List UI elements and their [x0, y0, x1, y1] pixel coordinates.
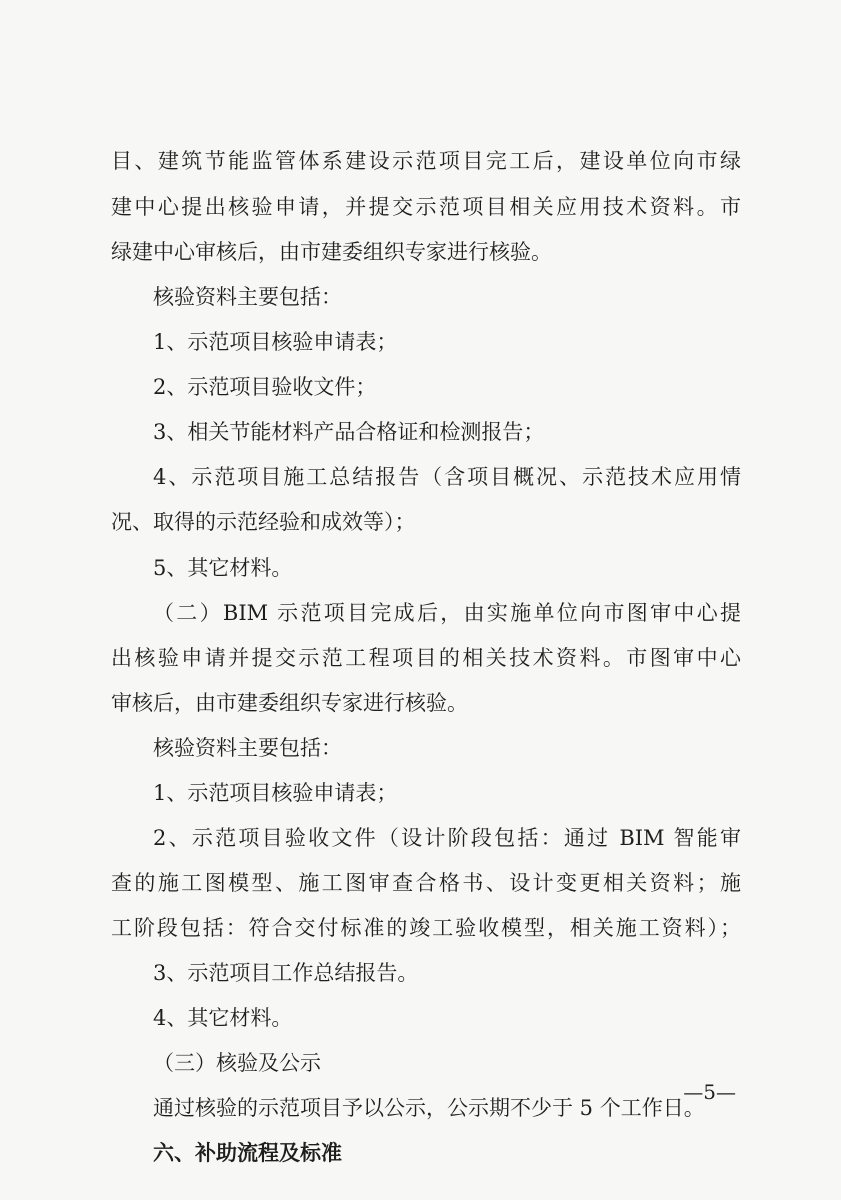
text-line-13: 审核后，由市建委组织专家进行核验。 [111, 691, 468, 715]
text-line-17: 查的施工图模型、施工图审查合格书、设计变更相关资料；施 [111, 871, 741, 895]
text-line-18: 工阶段包括：符合交付标准的竣工验收模型，相关施工资料）； [111, 916, 741, 940]
text-line-12: 出核验申请并提交示范工程项目的相关技术资料。市图审中心 [111, 646, 741, 670]
text-line-6: 2、示范项目验收文件； [153, 375, 377, 399]
text-line-3: 绿建中心审核后，由市建委组织专家进行核验。 [111, 240, 552, 264]
text-line-22: 通过核验的示范项目予以公示，公示期不少于 5 个工作日。 [153, 1096, 705, 1120]
page-number: —5— [683, 1080, 736, 1104]
text-line-20: 4、其它材料。 [153, 1006, 293, 1030]
text-line-2: 建中心提出核验申请，并提交示范项目相关应用技术资料。市 [111, 195, 741, 219]
text-line-4: 核验资料主要包括： [153, 285, 342, 309]
text-line-15: 1、示范项目核验申请表； [153, 781, 398, 805]
text-line-10: 5、其它材料。 [153, 556, 293, 580]
text-line-14: 核验资料主要包括： [153, 736, 342, 760]
text-line-9: 况、取得的示范经验和成效等）； [111, 510, 416, 534]
text-line-19: 3、示范项目工作总结报告。 [153, 961, 419, 985]
text-line-21: （三）核验及公示 [153, 1051, 321, 1075]
text-line-7: 3、相关节能材料产品合格证和检测报告； [153, 420, 545, 444]
text-line-11: （二）BIM 示范项目完成后，由实施单位向市图审中心提 [153, 601, 741, 625]
text-line-8: 4、示范项目施工总结报告（含项目概况、示范技术应用情 [153, 465, 741, 489]
text-line-5: 1、示范项目核验申请表； [153, 330, 398, 354]
text-line-1: 目、建筑节能监管体系建设示范项目完工后，建设单位向市绿 [111, 149, 741, 173]
text-line-16: 2、示范项目验收文件（设计阶段包括：通过 BIM 智能审 [153, 826, 741, 850]
section-heading: 六、补助流程及标准 [153, 1141, 342, 1165]
